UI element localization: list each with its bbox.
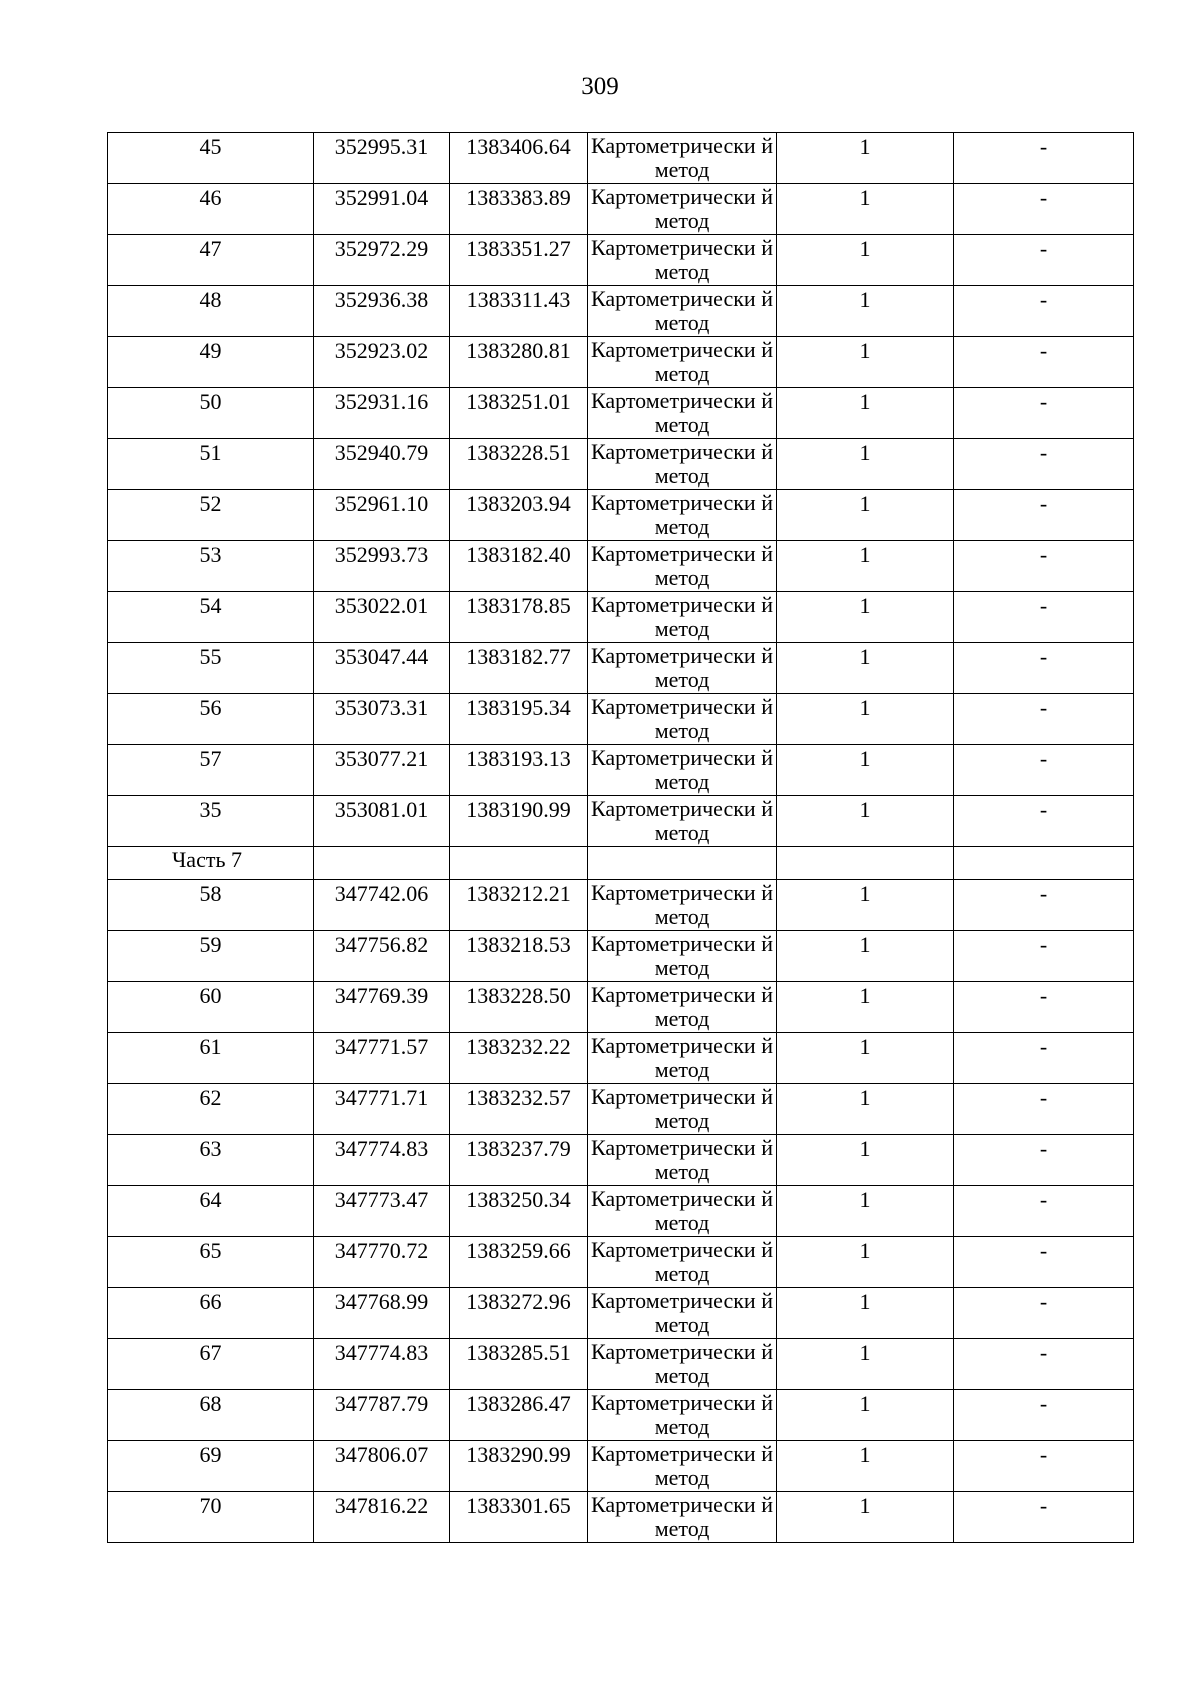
method-text: Картометрически й метод (591, 184, 773, 233)
y-coordinate-cell: 1383290.99 (450, 1441, 588, 1492)
empty-cell (314, 847, 450, 880)
point-number-cell: 61 (108, 1033, 314, 1084)
note-cell: - (954, 1441, 1134, 1492)
note-cell: - (954, 1084, 1134, 1135)
table-row (108, 982, 1134, 1033)
note-cell: - (954, 1390, 1134, 1441)
accuracy-cell: 1 (777, 1135, 954, 1186)
y-coordinate-cell: 1383280.81 (450, 337, 588, 388)
x-coordinate-cell: 347771.71 (314, 1084, 450, 1135)
x-coordinate-cell: 353081.01 (314, 796, 450, 847)
method-cell (588, 931, 777, 982)
method-cell (588, 643, 777, 694)
table-body (108, 133, 1134, 1543)
table-row (108, 1135, 1134, 1186)
point-number-cell: 49 (108, 337, 314, 388)
x-coordinate-cell: 352936.38 (314, 286, 450, 337)
note-cell: - (954, 184, 1134, 235)
table-row (108, 694, 1134, 745)
point-number-cell: 35 (108, 796, 314, 847)
method-cell (588, 745, 777, 796)
x-coordinate-cell: 353022.01 (314, 592, 450, 643)
accuracy-cell: 1 (777, 745, 954, 796)
method-text: Картометрически й метод (591, 1237, 773, 1286)
accuracy-cell: 1 (777, 490, 954, 541)
note-cell: - (954, 796, 1134, 847)
accuracy-cell: 1 (777, 592, 954, 643)
accuracy-cell: 1 (777, 931, 954, 982)
note-cell: - (954, 643, 1134, 694)
y-coordinate-cell: 1383178.85 (450, 592, 588, 643)
note-cell: - (954, 439, 1134, 490)
method-cell (588, 439, 777, 490)
note-cell: - (954, 388, 1134, 439)
note-cell: - (954, 982, 1134, 1033)
section-header-row (108, 847, 1134, 880)
note-cell: - (954, 541, 1134, 592)
method-text: Картометрически й метод (591, 1492, 773, 1541)
point-number-cell: 48 (108, 286, 314, 337)
x-coordinate-cell: 347769.39 (314, 982, 450, 1033)
x-coordinate-cell: 353077.21 (314, 745, 450, 796)
accuracy-cell: 1 (777, 694, 954, 745)
note-cell: - (954, 1339, 1134, 1390)
y-coordinate-cell: 1383406.64 (450, 133, 588, 184)
y-coordinate-cell: 1383272.96 (450, 1288, 588, 1339)
method-cell (588, 286, 777, 337)
y-coordinate-cell: 1383286.47 (450, 1390, 588, 1441)
table-row (108, 1492, 1134, 1543)
note-cell: - (954, 337, 1134, 388)
accuracy-cell: 1 (777, 133, 954, 184)
method-cell (588, 388, 777, 439)
method-cell (588, 133, 777, 184)
y-coordinate-cell: 1383228.50 (450, 982, 588, 1033)
method-cell (588, 1441, 777, 1492)
note-cell: - (954, 490, 1134, 541)
accuracy-cell: 1 (777, 643, 954, 694)
method-cell (588, 1492, 777, 1543)
y-coordinate-cell: 1383228.51 (450, 439, 588, 490)
method-text: Картометрически й метод (591, 286, 773, 335)
page-number: 309 (581, 73, 619, 100)
table-row (108, 745, 1134, 796)
method-cell (588, 694, 777, 745)
point-number-cell: 67 (108, 1339, 314, 1390)
method-cell (588, 1237, 777, 1288)
accuracy-cell: 1 (777, 1084, 954, 1135)
method-cell (588, 337, 777, 388)
method-cell (588, 1033, 777, 1084)
coordinates-table (107, 132, 1134, 1543)
point-number-cell: 53 (108, 541, 314, 592)
point-number-cell: 50 (108, 388, 314, 439)
point-number-cell: 57 (108, 745, 314, 796)
accuracy-cell: 1 (777, 235, 954, 286)
method-text: Картометрически й метод (591, 235, 773, 284)
method-text: Картометрически й метод (591, 694, 773, 743)
note-cell: - (954, 235, 1134, 286)
x-coordinate-cell: 347756.82 (314, 931, 450, 982)
method-cell (588, 880, 777, 931)
method-text: Картометрически й метод (591, 1135, 773, 1184)
method-cell (588, 1339, 777, 1390)
note-cell: - (954, 1033, 1134, 1084)
method-cell (588, 490, 777, 541)
y-coordinate-cell: 1383182.77 (450, 643, 588, 694)
method-cell (588, 1135, 777, 1186)
y-coordinate-cell: 1383232.22 (450, 1033, 588, 1084)
accuracy-cell: 1 (777, 1390, 954, 1441)
y-coordinate-cell: 1383195.34 (450, 694, 588, 745)
note-cell: - (954, 745, 1134, 796)
x-coordinate-cell: 347742.06 (314, 880, 450, 931)
table-row (108, 388, 1134, 439)
x-coordinate-cell: 347806.07 (314, 1441, 450, 1492)
x-coordinate-cell: 347770.72 (314, 1237, 450, 1288)
method-text: Картометрически й метод (591, 931, 773, 980)
x-coordinate-cell: 347771.57 (314, 1033, 450, 1084)
note-cell: - (954, 931, 1134, 982)
method-text: Картометрически й метод (591, 880, 773, 929)
method-text: Картометрически й метод (591, 1033, 773, 1082)
x-coordinate-cell: 347774.83 (314, 1135, 450, 1186)
method-text: Картометрически й метод (591, 541, 773, 590)
x-coordinate-cell: 352940.79 (314, 439, 450, 490)
table-row (108, 931, 1134, 982)
accuracy-cell: 1 (777, 1441, 954, 1492)
table-row (108, 1441, 1134, 1492)
y-coordinate-cell: 1383193.13 (450, 745, 588, 796)
accuracy-cell: 1 (777, 1492, 954, 1543)
accuracy-cell: 1 (777, 1033, 954, 1084)
accuracy-cell: 1 (777, 880, 954, 931)
accuracy-cell: 1 (777, 184, 954, 235)
point-number-cell: 68 (108, 1390, 314, 1441)
table-row (108, 439, 1134, 490)
y-coordinate-cell: 1383251.01 (450, 388, 588, 439)
table-row (108, 880, 1134, 931)
note-cell: - (954, 133, 1134, 184)
x-coordinate-cell: 352991.04 (314, 184, 450, 235)
y-coordinate-cell: 1383203.94 (450, 490, 588, 541)
x-coordinate-cell: 353073.31 (314, 694, 450, 745)
table-row (108, 133, 1134, 184)
method-cell (588, 1186, 777, 1237)
note-cell: - (954, 286, 1134, 337)
method-cell (588, 1084, 777, 1135)
method-text: Картометрически й метод (591, 1390, 773, 1439)
accuracy-cell: 1 (777, 1339, 954, 1390)
point-number-cell: 65 (108, 1237, 314, 1288)
point-number-cell: 55 (108, 643, 314, 694)
method-cell (588, 235, 777, 286)
method-text: Картометрически й метод (591, 592, 773, 641)
accuracy-cell: 1 (777, 796, 954, 847)
y-coordinate-cell: 1383250.34 (450, 1186, 588, 1237)
method-cell (588, 796, 777, 847)
note-cell: - (954, 694, 1134, 745)
point-number-cell: 69 (108, 1441, 314, 1492)
method-cell (588, 982, 777, 1033)
y-coordinate-cell: 1383212.21 (450, 880, 588, 931)
y-coordinate-cell: 1383237.79 (450, 1135, 588, 1186)
table-row (108, 1339, 1134, 1390)
table-row (108, 1084, 1134, 1135)
x-coordinate-cell: 352923.02 (314, 337, 450, 388)
method-text: Картометрически й метод (591, 643, 773, 692)
method-cell (588, 184, 777, 235)
x-coordinate-cell: 347768.99 (314, 1288, 450, 1339)
table-row (108, 286, 1134, 337)
method-text: Картометрически й метод (591, 1288, 773, 1337)
point-number-cell: 51 (108, 439, 314, 490)
method-cell (588, 592, 777, 643)
table-row (108, 235, 1134, 286)
accuracy-cell: 1 (777, 439, 954, 490)
x-coordinate-cell: 353047.44 (314, 643, 450, 694)
empty-cell (954, 847, 1134, 880)
note-cell: - (954, 592, 1134, 643)
note-cell: - (954, 1288, 1134, 1339)
point-number-cell: 60 (108, 982, 314, 1033)
accuracy-cell: 1 (777, 388, 954, 439)
x-coordinate-cell: 352931.16 (314, 388, 450, 439)
note-cell: - (954, 880, 1134, 931)
y-coordinate-cell: 1383259.66 (450, 1237, 588, 1288)
point-number-cell: 45 (108, 133, 314, 184)
y-coordinate-cell: 1383311.43 (450, 286, 588, 337)
accuracy-cell: 1 (777, 1186, 954, 1237)
point-number-cell: 54 (108, 592, 314, 643)
method-text: Картометрически й метод (591, 982, 773, 1031)
table-row (108, 643, 1134, 694)
method-text: Картометрически й метод (591, 1339, 773, 1388)
empty-cell (777, 847, 954, 880)
method-text: Картометрически й метод (591, 388, 773, 437)
table-row (108, 1288, 1134, 1339)
y-coordinate-cell: 1383232.57 (450, 1084, 588, 1135)
point-number-cell: 64 (108, 1186, 314, 1237)
accuracy-cell: 1 (777, 286, 954, 337)
accuracy-cell: 1 (777, 1288, 954, 1339)
method-text: Картометрически й метод (591, 490, 773, 539)
x-coordinate-cell: 352993.73 (314, 541, 450, 592)
x-coordinate-cell: 347773.47 (314, 1186, 450, 1237)
note-cell: - (954, 1237, 1134, 1288)
accuracy-cell: 1 (777, 337, 954, 388)
accuracy-cell: 1 (777, 1237, 954, 1288)
y-coordinate-cell: 1383182.40 (450, 541, 588, 592)
y-coordinate-cell: 1383301.65 (450, 1492, 588, 1543)
empty-cell (588, 847, 777, 880)
table-row (108, 1186, 1134, 1237)
table-row (108, 796, 1134, 847)
point-number-cell: 47 (108, 235, 314, 286)
x-coordinate-cell: 352961.10 (314, 490, 450, 541)
method-cell (588, 1390, 777, 1441)
method-cell (588, 1288, 777, 1339)
table-row (108, 490, 1134, 541)
method-cell (588, 541, 777, 592)
method-text: Картометрически й метод (591, 1186, 773, 1235)
note-cell: - (954, 1492, 1134, 1543)
table-row (108, 1237, 1134, 1288)
y-coordinate-cell: 1383285.51 (450, 1339, 588, 1390)
y-coordinate-cell: 1383218.53 (450, 931, 588, 982)
point-number-cell: 66 (108, 1288, 314, 1339)
accuracy-cell: 1 (777, 541, 954, 592)
table-row (108, 184, 1134, 235)
x-coordinate-cell: 347774.83 (314, 1339, 450, 1390)
empty-cell (450, 847, 588, 880)
note-cell: - (954, 1186, 1134, 1237)
method-text: Картометрически й метод (591, 1441, 773, 1490)
y-coordinate-cell: 1383383.89 (450, 184, 588, 235)
accuracy-cell: 1 (777, 982, 954, 1033)
x-coordinate-cell: 352995.31 (314, 133, 450, 184)
method-text: Картометрически й метод (591, 439, 773, 488)
x-coordinate-cell: 347787.79 (314, 1390, 450, 1441)
method-text: Картометрически й метод (591, 796, 773, 845)
method-text: Картометрически й метод (591, 337, 773, 386)
point-number-cell: 70 (108, 1492, 314, 1543)
point-number-cell: 58 (108, 880, 314, 931)
point-number-cell: 46 (108, 184, 314, 235)
method-text: Картометрически й метод (591, 745, 773, 794)
y-coordinate-cell: 1383351.27 (450, 235, 588, 286)
method-text: Картометрически й метод (591, 133, 773, 182)
point-number-cell: 56 (108, 694, 314, 745)
table-row (108, 541, 1134, 592)
section-label: Часть 7 (108, 847, 314, 880)
x-coordinate-cell: 347816.22 (314, 1492, 450, 1543)
table-row (108, 1390, 1134, 1441)
note-cell: - (954, 1135, 1134, 1186)
point-number-cell: 63 (108, 1135, 314, 1186)
y-coordinate-cell: 1383190.99 (450, 796, 588, 847)
table-row (108, 592, 1134, 643)
table-row (108, 1033, 1134, 1084)
point-number-cell: 62 (108, 1084, 314, 1135)
point-number-cell: 59 (108, 931, 314, 982)
x-coordinate-cell: 352972.29 (314, 235, 450, 286)
table-row (108, 337, 1134, 388)
method-text: Картометрически й метод (591, 1084, 773, 1133)
point-number-cell: 52 (108, 490, 314, 541)
